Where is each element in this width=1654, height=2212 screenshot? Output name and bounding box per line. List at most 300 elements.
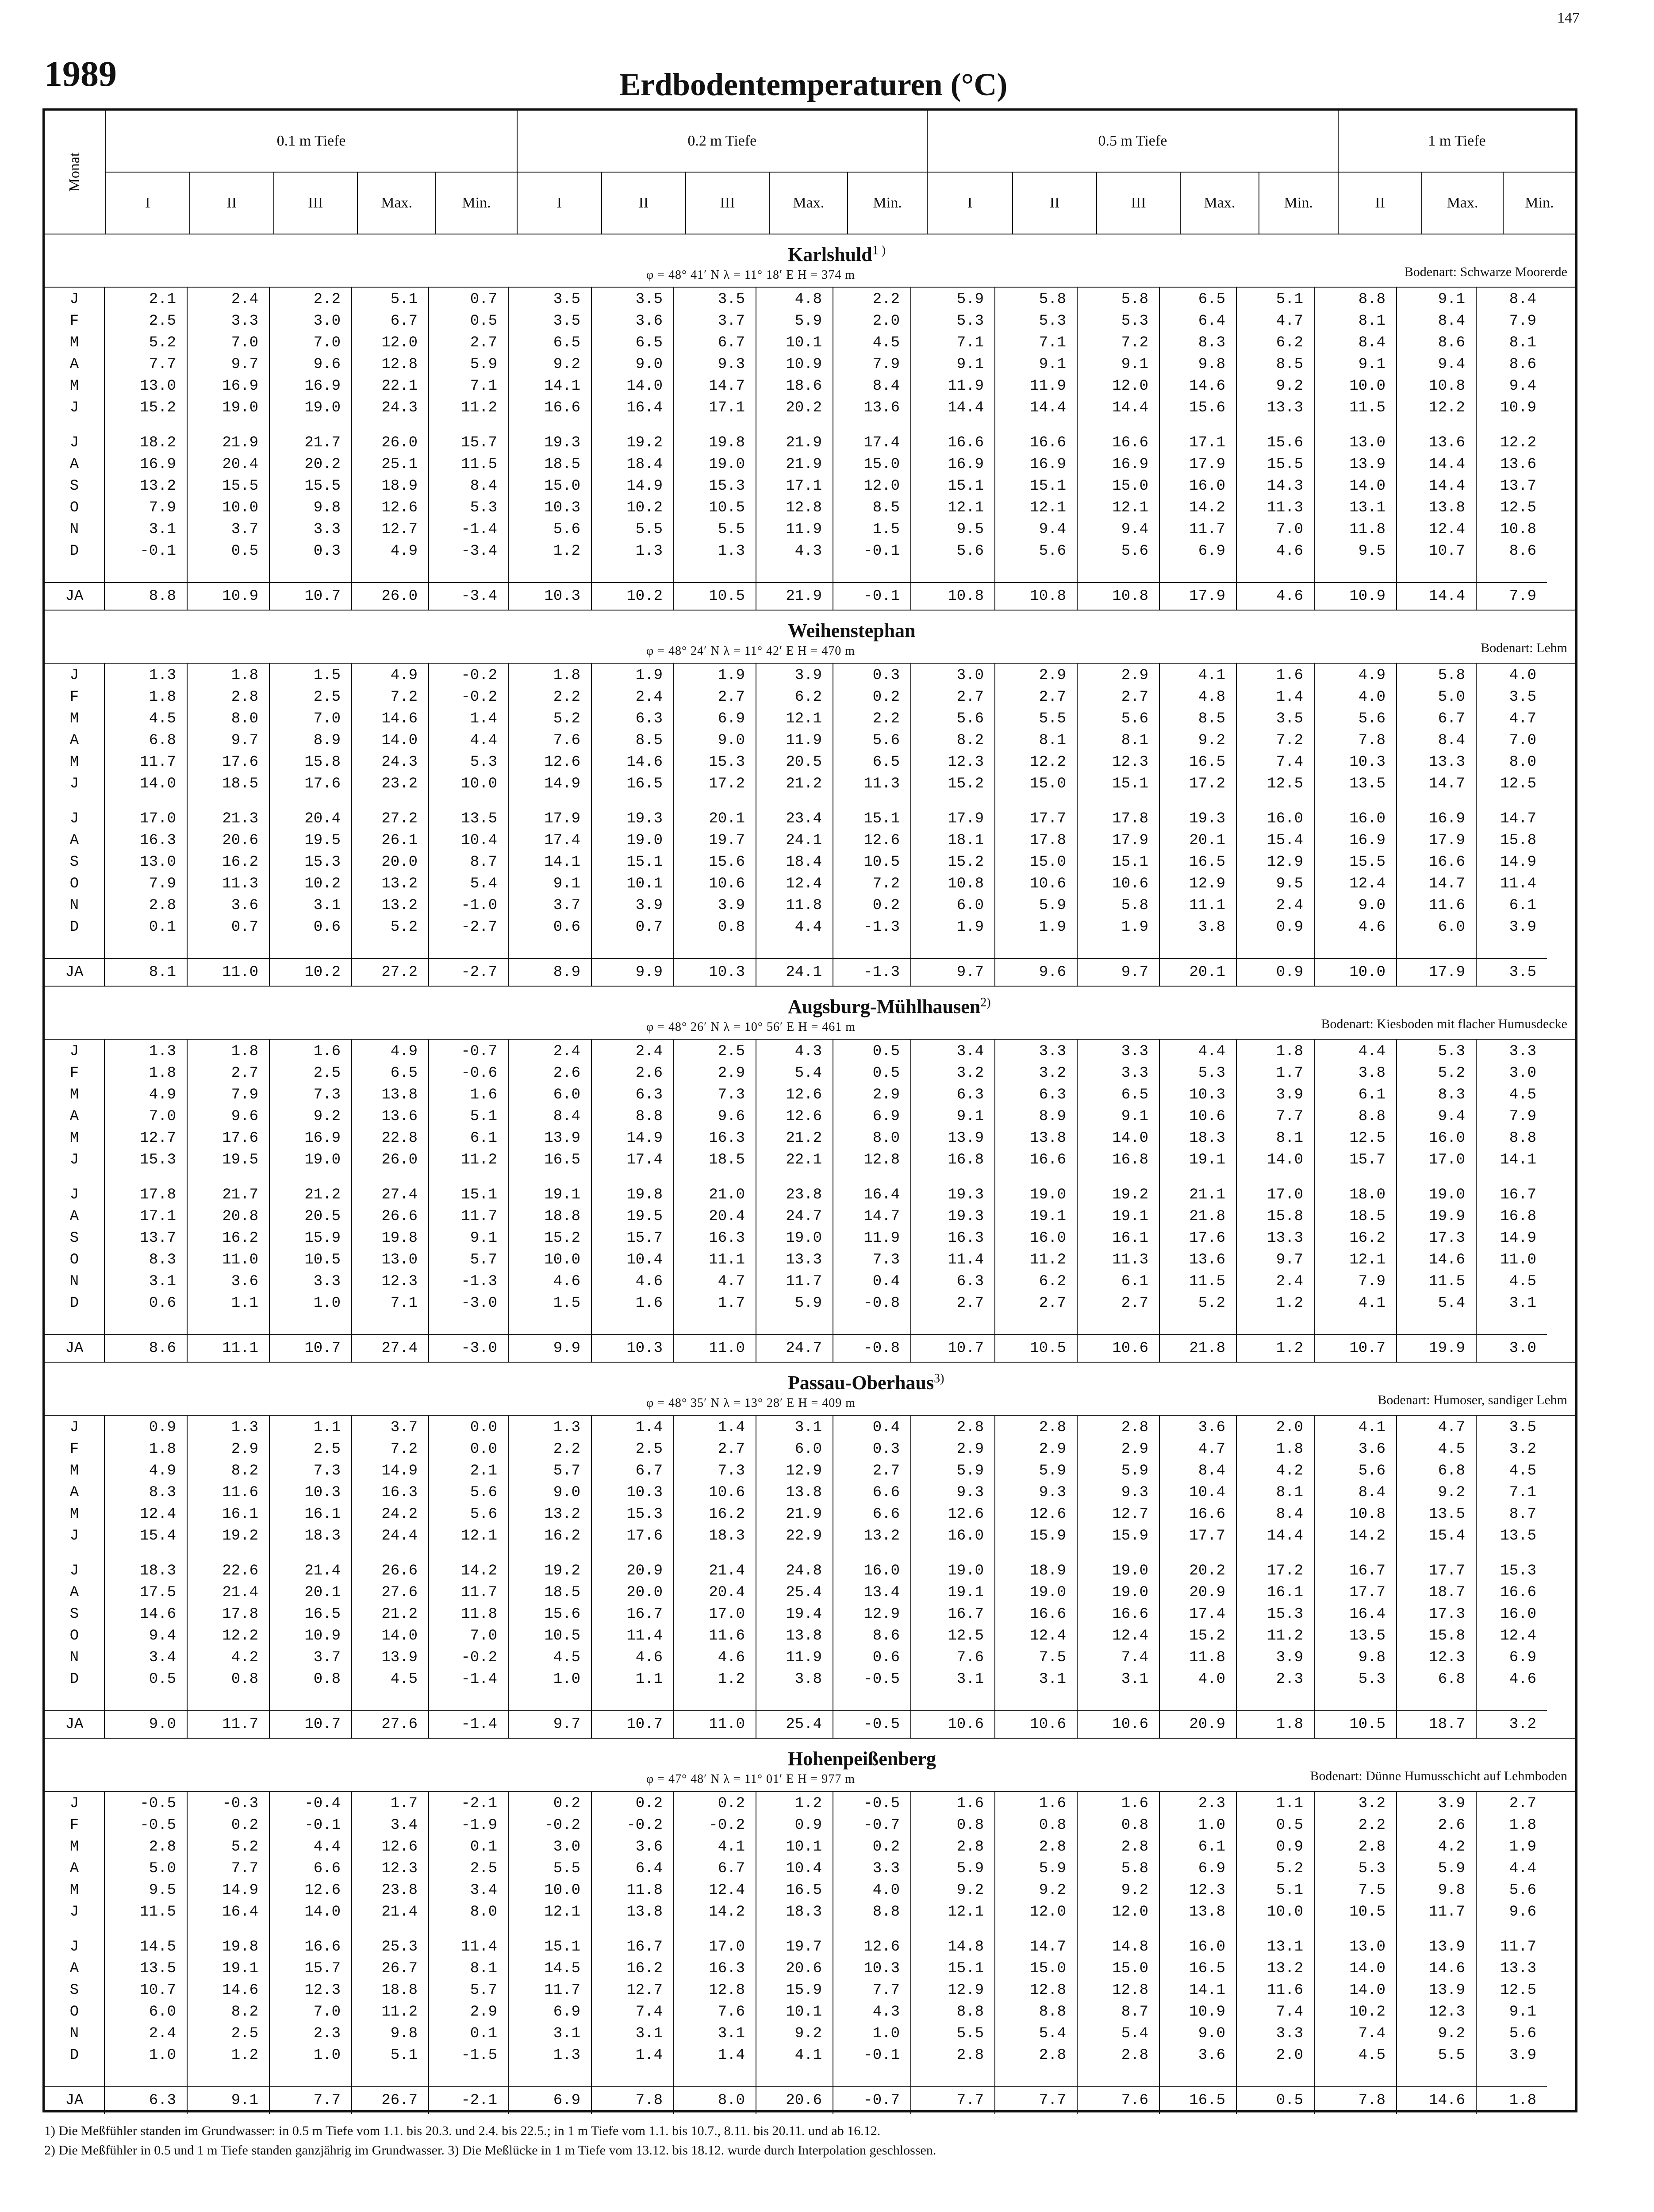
annual-value: 3.0 (1509, 1340, 1536, 1357)
table-cell: 24.7 (786, 1208, 822, 1225)
table-cell: 13.3 (1267, 399, 1303, 416)
table-cell: 9.5 (956, 521, 984, 538)
table-cell: 13.5 (1429, 1506, 1465, 1523)
table-cell: 27.4 (381, 1187, 418, 1203)
table-cell: 10.8 (1349, 1506, 1385, 1523)
annual-value: 7.8 (635, 2092, 663, 2109)
table-cell: -1.9 (461, 1817, 497, 1834)
table-cell: 17.6 (222, 1130, 258, 1147)
table-cell: 8.7 (470, 854, 497, 871)
table-cell: 0.4 (872, 1273, 900, 1290)
table-cell: 13.2 (381, 897, 418, 914)
table-cell: 8.1 (1358, 313, 1385, 330)
table-cell: 2.9 (718, 1065, 745, 1082)
table-cell: 3.7 (313, 1649, 341, 1666)
table-cell: 6.5 (390, 1065, 418, 1082)
table-cell: 21.0 (709, 1187, 745, 1203)
table-cell: 18.7 (1429, 1584, 1465, 1601)
table-cell: 13.0 (1349, 1939, 1385, 1955)
table-cell: 3.1 (313, 897, 341, 914)
footnote-1: 1) Die Meßfühler standen im Grundwasser: in 0.5 m Tiefe vom 1.1. bis 20.3. und 2.4. bis 22.5.; in 1 m Tiefe vom 1.1. bis 10.7., 8.11. bis 20.11. und ab 16.12. (44, 2124, 881, 2138)
table-cell: 5.3 (1358, 1860, 1385, 1877)
table-cell: 2.7 (872, 1463, 900, 1479)
table-cell: 8.4 (1438, 313, 1465, 330)
table-cell: 10.4 (1189, 1484, 1225, 1501)
table-cell: 22.1 (381, 378, 418, 395)
table-cell: 12.8 (1112, 1982, 1148, 1999)
table-cell: 8.8 (1358, 291, 1385, 308)
table-cell: 2.4 (635, 689, 663, 706)
table-cell: 4.0 (1198, 1671, 1225, 1688)
table-cell: 4.8 (1198, 689, 1225, 706)
table-cell: 1.3 (718, 543, 745, 560)
table-cell: -0.2 (544, 1817, 580, 1834)
table-cell: 0.3 (872, 667, 900, 684)
table-cell: 15.2 (544, 1230, 580, 1247)
value-column (833, 1792, 911, 2087)
table-cell: 3.9 (1276, 1649, 1303, 1666)
table-cell: 3.3 (313, 521, 341, 538)
table-cell: 2.6 (553, 1065, 580, 1082)
table-cell: 7.0 (313, 334, 341, 351)
month-label: A (69, 832, 79, 849)
table-cell: 25.4 (786, 1584, 822, 1601)
annual-cell (911, 1711, 995, 1738)
table-cell: 8.7 (1509, 1506, 1536, 1523)
annual-value: 10.9 (222, 588, 258, 605)
table-cell: 7.9 (149, 499, 176, 516)
table-cell: 1.5 (553, 1295, 580, 1312)
annual-value: 10.8 (1112, 588, 1148, 605)
table-cell: 16.9 (140, 456, 176, 473)
table-cell: 5.7 (470, 1252, 497, 1268)
table-cell: 11.8 (461, 1606, 497, 1623)
table-cell: 1.5 (872, 521, 900, 538)
table-cell: 4.7 (718, 1273, 745, 1290)
table-cell: 15.0 (1030, 776, 1066, 792)
table-cell: 1.7 (1276, 1065, 1303, 1082)
table-cell: 8.1 (1121, 732, 1148, 749)
value-column (429, 1792, 508, 2087)
table-cell: 21.4 (709, 1563, 745, 1579)
table-cell: 12.6 (863, 832, 900, 849)
table-cell: 3.6 (231, 1273, 258, 1290)
table-cell: 13.1 (1349, 499, 1385, 516)
table-cell: 16.5 (1189, 1960, 1225, 1977)
table-cell: 4.5 (149, 710, 176, 727)
table-cell: 13.2 (544, 1506, 580, 1523)
table-cell: 5.6 (1121, 543, 1148, 560)
table-cell: 4.4 (1358, 1043, 1385, 1060)
table-cell: 4.6 (635, 1649, 663, 1666)
column-header: Min. (436, 172, 517, 234)
table-cell: 0.2 (872, 897, 900, 914)
value-column (1397, 1792, 1476, 2087)
table-cell: 1.3 (149, 1043, 176, 1060)
table-cell: 14.0 (381, 732, 418, 749)
table-cell: 4.6 (635, 1273, 663, 1290)
table-cell: 7.2 (1276, 732, 1303, 749)
table-cell: 5.2 (553, 710, 580, 727)
table-cell: 11.2 (461, 1152, 497, 1168)
table-cell: 1.8 (149, 1441, 176, 1458)
table-cell: 9.4 (1438, 356, 1465, 373)
value-column (508, 664, 591, 959)
table-cell: 8.4 (1358, 334, 1385, 351)
value-column (995, 288, 1077, 583)
table-cell: 19.2 (222, 1528, 258, 1544)
table-cell: 16.6 (304, 1939, 341, 1955)
table-cell: 0.3 (872, 1441, 900, 1458)
table-cell: 15.7 (1349, 1152, 1385, 1168)
annual-value: 10.5 (709, 588, 745, 605)
table-cell: 12.2 (1429, 399, 1465, 416)
table-cell: 5.3 (1438, 1043, 1465, 1060)
table-cell: 5.1 (390, 291, 418, 308)
annual-value: 9.9 (635, 964, 663, 981)
month-label: J (69, 1904, 79, 1920)
table-cell: 9.8 (390, 2025, 418, 2042)
table-cell: 12.6 (786, 1108, 822, 1125)
table-cell: 19.0 (222, 399, 258, 416)
table-cell: 16.3 (948, 1230, 984, 1247)
table-cell: 2.8 (1039, 2047, 1066, 2064)
value-column (352, 664, 429, 959)
table-cell: 17.2 (1189, 776, 1225, 792)
table-cell: 16.1 (1267, 1584, 1303, 1601)
table-cell: 15.3 (709, 478, 745, 495)
table-cell: 3.7 (231, 521, 258, 538)
value-column (1314, 664, 1397, 959)
table-cell: 8.1 (1276, 1130, 1303, 1147)
table-cell: 14.6 (140, 1606, 176, 1623)
station-soil-type: Bodenart: Humoser, sandiger Lehm (1378, 1393, 1567, 1407)
annual-value: 10.2 (626, 588, 663, 605)
annual-cell (187, 959, 269, 986)
table-cell: 2.5 (149, 313, 176, 330)
table-cell: 10.9 (304, 1628, 341, 1644)
table-cell: 13.7 (1500, 478, 1536, 495)
table-cell: 21.2 (304, 1187, 341, 1203)
table-cell: 5.4 (794, 1065, 822, 1082)
annual-value: 26.7 (381, 2092, 418, 2109)
table-cell: 7.1 (390, 1295, 418, 1312)
table-cell: 17.7 (1030, 810, 1066, 827)
table-cell: 20.1 (304, 1584, 341, 1601)
table-cell: 0.8 (1121, 1817, 1148, 1834)
table-cell: 9.1 (1121, 1108, 1148, 1125)
table-cell: 17.0 (709, 1939, 745, 1955)
column-header: II (190, 172, 273, 234)
table-cell: 4.2 (1438, 1839, 1465, 1855)
table-cell: 11.6 (1267, 1982, 1303, 1999)
column-header: Min. (848, 172, 927, 234)
column-header: II (1013, 172, 1096, 234)
table-cell: 5.6 (872, 732, 900, 749)
table-cell: 20.1 (1189, 832, 1225, 849)
table-cell: 18.3 (304, 1528, 341, 1544)
table-cell: 3.2 (956, 1065, 984, 1082)
table-cell: 21.4 (381, 1904, 418, 1920)
table-cell: 20.4 (222, 456, 258, 473)
table-cell: 10.3 (1189, 1087, 1225, 1103)
table-cell: 17.2 (1267, 1563, 1303, 1579)
table-cell: 1.2 (1276, 1295, 1303, 1312)
annual-cell (104, 959, 187, 986)
month-label: D (69, 543, 79, 560)
table-cell: 8.5 (1198, 710, 1225, 727)
table-cell: 5.4 (470, 876, 497, 892)
table-cell: 7.9 (149, 876, 176, 892)
table-cell: 24.3 (381, 754, 418, 771)
table-cell: 4.6 (553, 1273, 580, 1290)
annual-cell (1077, 959, 1159, 986)
table-cell: 0.7 (635, 919, 663, 936)
table-cell: 7.3 (872, 1252, 900, 1268)
table-cell: 0.5 (231, 543, 258, 560)
table-cell: 15.1 (544, 1939, 580, 1955)
table-cell: 12.4 (140, 1506, 176, 1523)
station-name-text: Karlshuld (788, 244, 872, 265)
table-cell: 2.4 (553, 1043, 580, 1060)
value-column (269, 664, 352, 959)
table-cell: 1.1 (231, 1295, 258, 1312)
value-column (1159, 664, 1236, 959)
value-column (352, 1416, 429, 1711)
table-cell: 13.2 (381, 876, 418, 892)
table-cell: 1.5 (313, 667, 341, 684)
table-cell: 0.8 (1039, 1817, 1066, 1834)
table-cell: 2.7 (1121, 689, 1148, 706)
table-cell: 13.9 (544, 1130, 580, 1147)
table-cell: 6.0 (553, 1087, 580, 1103)
table-cell: -0.5 (863, 1795, 900, 1812)
table-cell: 16.9 (304, 1130, 341, 1147)
annual-cell (674, 2087, 756, 2114)
table-cell: 9.1 (1358, 356, 1385, 373)
table-cell: 26.6 (381, 1208, 418, 1225)
value-column (911, 1416, 995, 1711)
table-cell: 9.0 (635, 356, 663, 373)
table-cell: 13.1 (1267, 1939, 1303, 1955)
month-label: J (69, 434, 79, 451)
table-cell: 16.6 (1112, 434, 1148, 451)
table-cell: 9.5 (1358, 543, 1385, 560)
table-cell: 15.3 (1267, 1606, 1303, 1623)
table-cell: 14.9 (1500, 1230, 1536, 1247)
annual-value: 10.5 (1349, 1716, 1385, 1733)
table-cell: 6.5 (1198, 291, 1225, 308)
value-column (591, 1040, 674, 1335)
annual-value: 14.6 (1429, 2092, 1465, 2109)
annual-cell (995, 1335, 1077, 1362)
table-cell: 0.6 (872, 1649, 900, 1666)
table-cell: 14.0 (626, 378, 663, 395)
table-cell: 17.9 (1429, 832, 1465, 849)
table-cell: 6.1 (1509, 897, 1536, 914)
value-column (269, 288, 352, 583)
annual-cell (269, 583, 352, 610)
table-cell: 16.8 (1112, 1152, 1148, 1168)
month-label: M (69, 1130, 79, 1147)
table-cell: 16.3 (381, 1484, 418, 1501)
value-column (187, 664, 269, 959)
annual-value: 10.8 (1030, 588, 1066, 605)
annual-value: 10.3 (544, 588, 580, 605)
table-cell: 10.3 (1349, 754, 1385, 771)
table-cell: 14.0 (381, 1628, 418, 1644)
value-column (591, 1416, 674, 1711)
table-cell: 2.3 (1198, 1795, 1225, 1812)
month-column (45, 1792, 104, 2087)
table-cell: 11.8 (1349, 521, 1385, 538)
table-cell: 1.1 (1276, 1795, 1303, 1812)
value-column (833, 288, 911, 583)
table-cell: 7.1 (1039, 334, 1066, 351)
table-cell: 9.5 (149, 1882, 176, 1899)
monthly-values (45, 1792, 1547, 2087)
table-cell: 13.2 (863, 1528, 900, 1544)
month-label: M (69, 334, 79, 351)
table-cell: 3.0 (313, 313, 341, 330)
table-cell: 4.4 (313, 1839, 341, 1855)
month-label: D (69, 2047, 79, 2064)
table-cell: 13.5 (140, 1960, 176, 1977)
table-cell: 18.1 (948, 832, 984, 849)
column-header: Max. (1180, 172, 1259, 234)
table-cell: 5.1 (1276, 1882, 1303, 1899)
annual-cell (1077, 583, 1159, 610)
value-column (1236, 288, 1314, 583)
month-label: A (69, 1108, 79, 1125)
table-cell: 14.6 (222, 1982, 258, 1999)
table-cell: 8.4 (553, 1108, 580, 1125)
table-cell: 8.7 (1121, 2004, 1148, 2020)
table-cell: 18.3 (786, 1904, 822, 1920)
table-cell: 14.5 (140, 1939, 176, 1955)
table-cell: 1.6 (1039, 1795, 1066, 1812)
annual-cell (429, 959, 508, 986)
table-cell: 21.7 (222, 1187, 258, 1203)
table-cell: 3.2 (1358, 1795, 1385, 1812)
table-cell: 11.5 (1189, 1273, 1225, 1290)
table-cell: 6.7 (718, 1860, 745, 1877)
table-cell: 8.0 (1509, 754, 1536, 771)
table-cell: 9.7 (231, 732, 258, 749)
table-cell: 9.2 (1121, 1882, 1148, 1899)
table-cell: 2.9 (872, 1087, 900, 1103)
table-cell: -0.3 (222, 1795, 258, 1812)
table-cell: 3.2 (1039, 1065, 1066, 1082)
table-cell: 25.1 (381, 456, 418, 473)
table-cell: 12.9 (786, 1463, 822, 1479)
table-cell: 21.9 (222, 434, 258, 451)
table-cell: 12.7 (381, 521, 418, 538)
table-cell: 13.8 (1429, 499, 1465, 516)
table-cell: 0.4 (872, 1419, 900, 1436)
table-cell: 3.8 (1198, 919, 1225, 936)
annual-value: 20.9 (1189, 1716, 1225, 1733)
table-cell: 11.9 (948, 378, 984, 395)
annual-value: -1.4 (461, 1716, 497, 1733)
table-cell: 14.1 (544, 378, 580, 395)
table-cell: 3.7 (553, 897, 580, 914)
table-cell: 4.5 (872, 334, 900, 351)
table-cell: 20.5 (786, 754, 822, 771)
table-cell: 15.0 (1112, 478, 1148, 495)
table-cell: 15.6 (544, 1606, 580, 1623)
table-cell: -0.4 (304, 1795, 341, 1812)
table-cell: 16.2 (544, 1528, 580, 1544)
annual-cell (187, 1711, 269, 1738)
table-cell: 6.2 (1276, 334, 1303, 351)
table-cell: 1.8 (149, 689, 176, 706)
table-cell: 5.3 (470, 499, 497, 516)
table-cell: 20.0 (381, 854, 418, 871)
table-cell: 14.7 (1500, 810, 1536, 827)
table-cell: 2.8 (1121, 2047, 1148, 2064)
table-cell: 2.2 (553, 1441, 580, 1458)
table-cell: 4.7 (1276, 313, 1303, 330)
table-cell: 5.9 (1121, 1463, 1148, 1479)
value-column (1077, 1040, 1159, 1335)
column-header: I (106, 172, 190, 234)
station-header (45, 611, 1575, 664)
table-cell: 20.4 (304, 810, 341, 827)
table-cell: 15.2 (948, 854, 984, 871)
table-cell: 19.1 (1030, 1208, 1066, 1225)
table-cell: 15.2 (948, 776, 984, 792)
month-label: J (69, 1152, 79, 1168)
month-label: N (69, 1649, 79, 1666)
table-cell: 4.7 (1198, 1441, 1225, 1458)
table-cell: 5.8 (1121, 897, 1148, 914)
table-cell: 12.4 (1429, 521, 1465, 538)
table-cell: 1.0 (313, 1295, 341, 1312)
table-cell: 12.2 (1500, 434, 1536, 451)
month-label: M (69, 1463, 79, 1479)
annual-cell (833, 959, 911, 986)
value-column (756, 288, 833, 583)
annual-value: 27.4 (381, 1340, 418, 1357)
table-cell: 5.9 (470, 356, 497, 373)
table-cell: 5.8 (1438, 667, 1465, 684)
depth-header-02: 0.2 m Tiefe (517, 111, 927, 172)
table-cell: 15.9 (1112, 1528, 1148, 1544)
table-cell: 12.8 (381, 356, 418, 373)
table-cell: 12.0 (1030, 1904, 1066, 1920)
value-column (187, 1416, 269, 1711)
table-cell: 4.3 (872, 2004, 900, 2020)
table-cell: 7.9 (1509, 313, 1536, 330)
annual-value: 21.8 (1189, 1340, 1225, 1357)
month-label: J (69, 1187, 79, 1203)
table-cell: 16.5 (304, 1606, 341, 1623)
table-cell: 12.3 (1189, 1882, 1225, 1899)
table-cell: 13.3 (1267, 1230, 1303, 1247)
table-cell: 11.0 (1500, 1252, 1536, 1268)
table-cell: 12.1 (948, 499, 984, 516)
table-cell: -2.7 (461, 919, 497, 936)
table-cell: 2.5 (313, 1441, 341, 1458)
table-cell: 21.1 (1189, 1187, 1225, 1203)
table-cell: 12.1 (1112, 499, 1148, 516)
table-cell: 13.5 (1500, 1528, 1536, 1544)
table-cell: 2.8 (1121, 1839, 1148, 1855)
table-cell: 5.9 (1039, 1463, 1066, 1479)
table-cell: 1.6 (470, 1087, 497, 1103)
annual-value: 4.6 (1276, 588, 1303, 605)
